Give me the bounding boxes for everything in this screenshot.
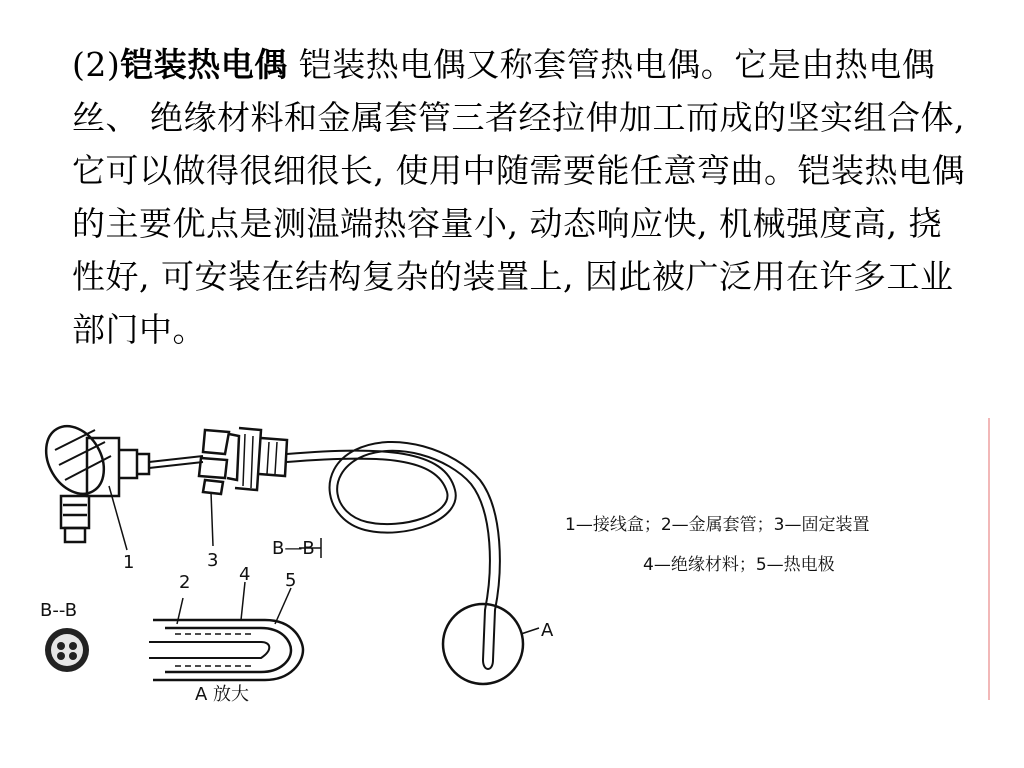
detail-a-label: A [541, 620, 554, 641]
magnify-label: A 放大 [195, 684, 250, 705]
cross-section-label: B--B [40, 600, 78, 621]
callout-1: 1 [123, 552, 135, 573]
legend-line-2: 4—绝缘材料；5—热电极 [643, 555, 835, 575]
callout-3: 3 [207, 550, 219, 571]
paragraph-body: 铠装热电偶又称套管热电偶。它是由热电偶丝、 绝缘材料和金属套管三者经拉伸加工而成的坚实组合体, 它可以做得很细很长, 使用中随需要能任意弯曲。铠装热电偶的主要优点是测温端热容量小, 动态响应快, 机械强度高, 挠性好, 可安装在结构复杂的装置上, 因此被广泛用在许多工业部门中。 [72, 45, 965, 349]
armored-thermocouple-diagram [25, 410, 995, 710]
cross-section-bb [45, 628, 89, 672]
coiled-sheath [287, 442, 500, 669]
legend-line-1: 1—接线盒；2—金属套管；3—固定装置 [565, 515, 870, 535]
magnified-tip [149, 620, 303, 680]
callout-4: 4 [239, 564, 251, 585]
callout-5: 5 [285, 570, 297, 591]
section-bb-marker-label: B—B [272, 538, 315, 559]
section-number: (2) [72, 45, 121, 84]
callout-2: 2 [179, 572, 191, 593]
slide-edge-line [988, 418, 990, 700]
junction-box [34, 416, 149, 542]
description-paragraph [72, 38, 972, 356]
section-heading: 铠装热电偶 [120, 45, 288, 84]
fixing-device [199, 428, 287, 494]
